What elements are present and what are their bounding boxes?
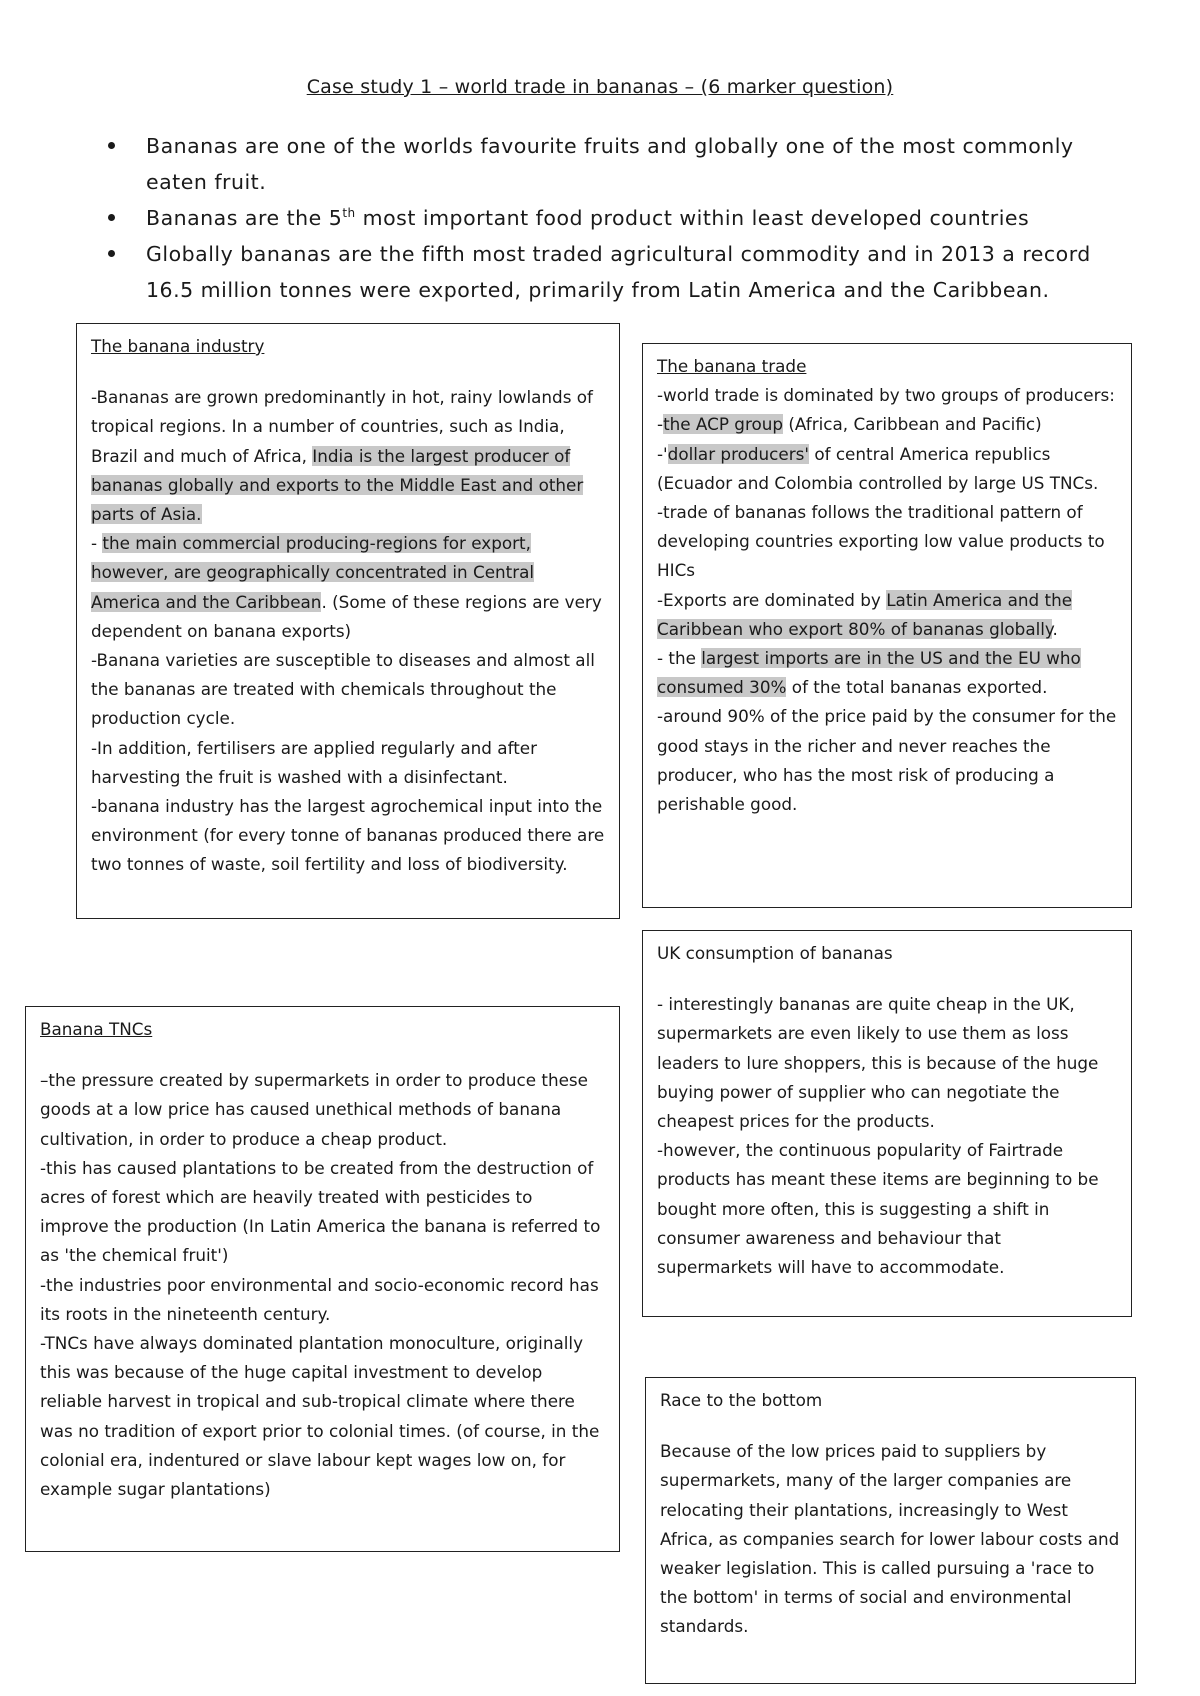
highlighted-text: the ACP group xyxy=(663,414,784,435)
text: -Bananas are grown predominantly in hot, rainy lowlands of tropical regions. In a number of countries, such as India, Brazil and much of Africa, xyxy=(91,387,593,466)
paragraph: -TNCs have always dominated plantation monoculture, originally this was because of the huge capital investment to develop reliable harvest in tropical and sub-tropical climate where there was no tradition of export prior to colonial times. (of course, in the colonial era, indentured or slave labour kept wages low on, for example sugar plantations) xyxy=(40,1333,600,1500)
box-heading: The banana trade xyxy=(657,356,807,376)
banana-trade-box xyxy=(642,343,1132,908)
highlighted-text: Latin America and the Caribbean who export 80% of bananas globally xyxy=(657,589,1073,639)
paragraph: - interestingly bananas are quite cheap in the UK, supermarkets are even likely to use them as loss leaders to lure shoppers, this is because of the huge buying power of supplier who can negotiate the cheapest prices for the products. xyxy=(657,994,1099,1132)
box-heading: The banana industry xyxy=(91,336,265,356)
paragraph: -banana industry has the largest agrochemical input into the environment (for every tonne of bananas produced there are two tonnes of waste, soil fertility and loss of biodiversity. xyxy=(91,796,605,875)
banana-industry-box xyxy=(76,323,620,919)
highlighted-text: India is the largest producer of bananas globally and exports to the Middle East and other parts of Asia. xyxy=(91,445,584,525)
text: - xyxy=(91,533,103,554)
paragraph: –the pressure created by supermarkets in order to produce these goods at a low price has caused unethical methods of banana cultivation, in order to produce a cheap product. xyxy=(40,1070,588,1149)
page-title: Case study 1 – world trade in bananas – (6 marker question) xyxy=(306,76,894,98)
bullet-text: Bananas are the 5 xyxy=(146,206,343,230)
paragraph: -the industries poor environmental and socio-economic record has its roots in the nineteenth century. xyxy=(40,1274,599,1324)
highlighted-text: the main commercial producing-regions for export, however, are geographically concentrated in Central America and the Caribbean xyxy=(91,533,535,612)
box-heading: Race to the bottom xyxy=(660,1390,823,1410)
text: . xyxy=(1052,618,1058,639)
intro-bullet-list xyxy=(100,128,1120,308)
paragraph xyxy=(657,440,1117,498)
bullet-item xyxy=(100,200,1120,236)
bullet-text: most important food product within least developed countries xyxy=(355,206,1030,230)
highlighted-text: dollar producers' xyxy=(667,443,809,464)
text: (Africa, Caribbean and Pacific) xyxy=(783,414,1042,435)
superscript-th: th xyxy=(342,206,356,221)
paragraph: -however, the continuous popularity of Fairtrade products has meant these items are beginning to be bought more often, this is suggesting a shift in consumer awareness and behaviour that supermarkets will have to accommodate. xyxy=(657,1140,1099,1278)
paragraph xyxy=(91,529,605,646)
race-to-bottom-box xyxy=(645,1377,1136,1684)
banana-tncs-box xyxy=(25,1006,620,1552)
text: of the total bananas exported. xyxy=(786,677,1048,698)
paragraph: -this has caused plantations to be created from the destruction of acres of forest which are heavily treated with pesticides to improve the production (In Latin America the banana is referred to as 'the chemical fruit') xyxy=(40,1157,601,1266)
bullet-item: Globally bananas are the fifth most traded agricultural commodity and in 2013 a record 16.5 million tonnes were exported, primarily from Latin America and the Caribbean. xyxy=(100,236,1120,308)
text: -' xyxy=(657,443,668,464)
paragraph: -trade of bananas follows the traditional pattern of developing countries exporting low value products to HICs xyxy=(657,502,1105,581)
text: . (Some of these regions are very dependent on banana exports) xyxy=(91,591,602,641)
text: of central America republics (Ecuador and Colombia controlled by large US TNCs. xyxy=(657,443,1099,493)
paragraph xyxy=(91,383,605,529)
paragraph: -world trade is dominated by two groups of producers: xyxy=(657,385,1115,406)
uk-consumption-box xyxy=(642,930,1132,1317)
text: - the xyxy=(657,648,702,669)
highlighted-text: largest imports are in the US and the EU who consumed 30% xyxy=(657,648,1081,698)
bullet-item: Bananas are one of the worlds favourite fruits and globally one of the most commonly eaten fruit. xyxy=(100,128,1120,200)
box-heading: UK consumption of bananas xyxy=(657,943,893,963)
paragraph: -In addition, fertilisers are applied regularly and after harvesting the fruit is washed with a disinfectant. xyxy=(91,737,537,787)
paragraph xyxy=(657,644,1117,702)
paragraph xyxy=(657,410,1117,439)
paragraph: Because of the low prices paid to suppliers by supermarkets, many of the larger companies are relocating their plantations, increasingly to West Africa, as companies search for lower labour costs and weaker legislation. This is called pursuing a 'race to the bottom' in terms of social and environmental standards. xyxy=(660,1441,1120,1637)
text: -Exports are dominated by xyxy=(657,589,887,610)
paragraph: -Banana varieties are susceptible to diseases and almost all the bananas are treated with chemicals throughout the production cycle. xyxy=(91,650,595,729)
paragraph xyxy=(657,586,1117,644)
text: - xyxy=(657,414,664,435)
paragraph: -around 90% of the price paid by the consumer for the good stays in the richer and never reaches the producer, who has the most risk of producing a perishable good. xyxy=(657,706,1117,815)
box-heading: Banana TNCs xyxy=(40,1019,153,1039)
